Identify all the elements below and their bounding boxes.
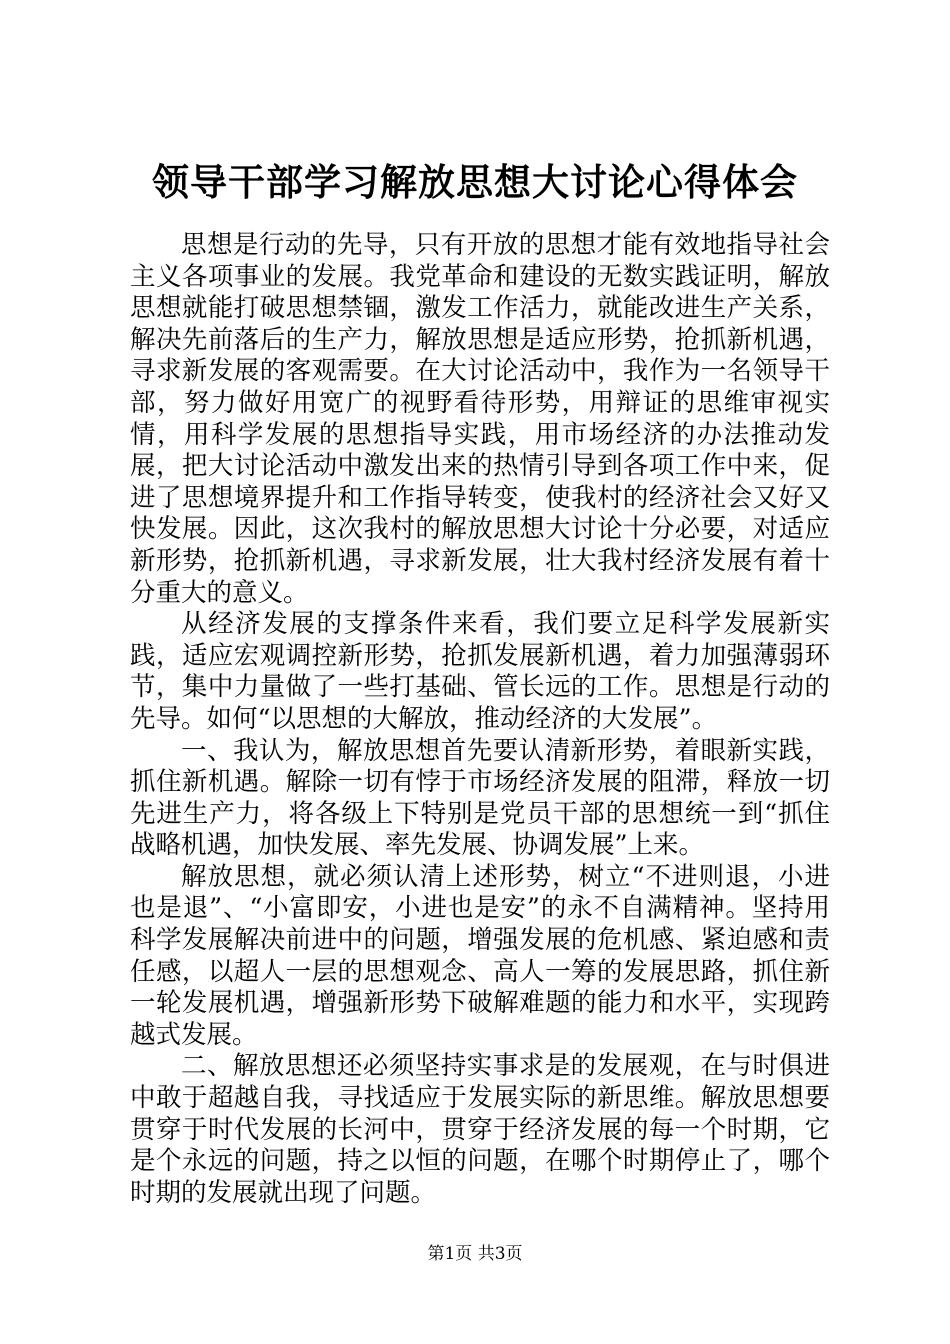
document-body xyxy=(130,230,830,1209)
paragraph: 解放思想，就必须认清上述形势，树立“不进则退，小进也是退”、“小富即安，小进也是安”的永不自满精神。坚持用科学发展解决前进中的问题，增强发展的危机感、紧迫感和责任感，以超人一层的思想观念、高人一筹的发展思路，抓住新一轮发展机遇，增强新形势下破解难题的能力和水平，实现跨越式发展。 xyxy=(130,861,830,1050)
paragraph: 一、我认为，解放思想首先要认清新形势，着眼新实践，抓住新机遇。解除一切有悖于市场经济发展的阻滞，释放一切先进生产力，将各级上下特别是党员干部的思想统一到“抓住战略机遇，加快发展、率先发展、协调发展”上来。 xyxy=(130,735,830,861)
paragraph: 从经济发展的支撑条件来看，我们要立足科学发展新实践，适应宏观调控新形势，抢抓发展新机遇，着力加强薄弱环节，集中力量做了一些打基础、管长远的工作。思想是行动的先导。如何“以思想的大解放，推动经济的大发展”。 xyxy=(130,609,830,734)
page-number-footer: 第1页 共3页 xyxy=(427,1244,523,1264)
document-title: 领导干部学习解放思想大讨论心得体会 xyxy=(152,160,798,204)
paragraph: 思想是行动的先导，只有开放的思想才能有效地指导社会主义各项事业的发展。我党革命和建设的无数实践证明，解放思想就能打破思想禁锢，激发工作活力，就能改进生产关系，解决先前落后的生产力，解放思想是适应形势，抢抓新机遇，寻求新发展的客观需要。在大讨论活动中，我作为一名领导干部，努力做好用宽广的视野看待形势，用辩证的思维审视实情，用科学发展的思想指导实践，用市场经济的办法推动发展，把大讨论活动中激发出来的热情引导到各项工作中来，促进了思想境界提升和工作指导转变，使我村的经济社会又好又快发展。因此，这次我村的解放思想大讨论十分必要，对适应新形势，抢抓新机遇，寻求新发展，壮大我村经济发展有着十分重大的意义。 xyxy=(130,230,830,608)
paragraph: 二、解放思想还必须坚持实事求是的发展观，在与时俱进中敢于超越自我，寻找适应于发展实际的新思维。解放思想要贯穿于时代发展的长河中，贯穿于经济发展的每一个时期，它是个永远的问题，持之以恒的问题，在哪个时期停止了，哪个时期的发展就出现了问题。 xyxy=(130,1051,830,1208)
